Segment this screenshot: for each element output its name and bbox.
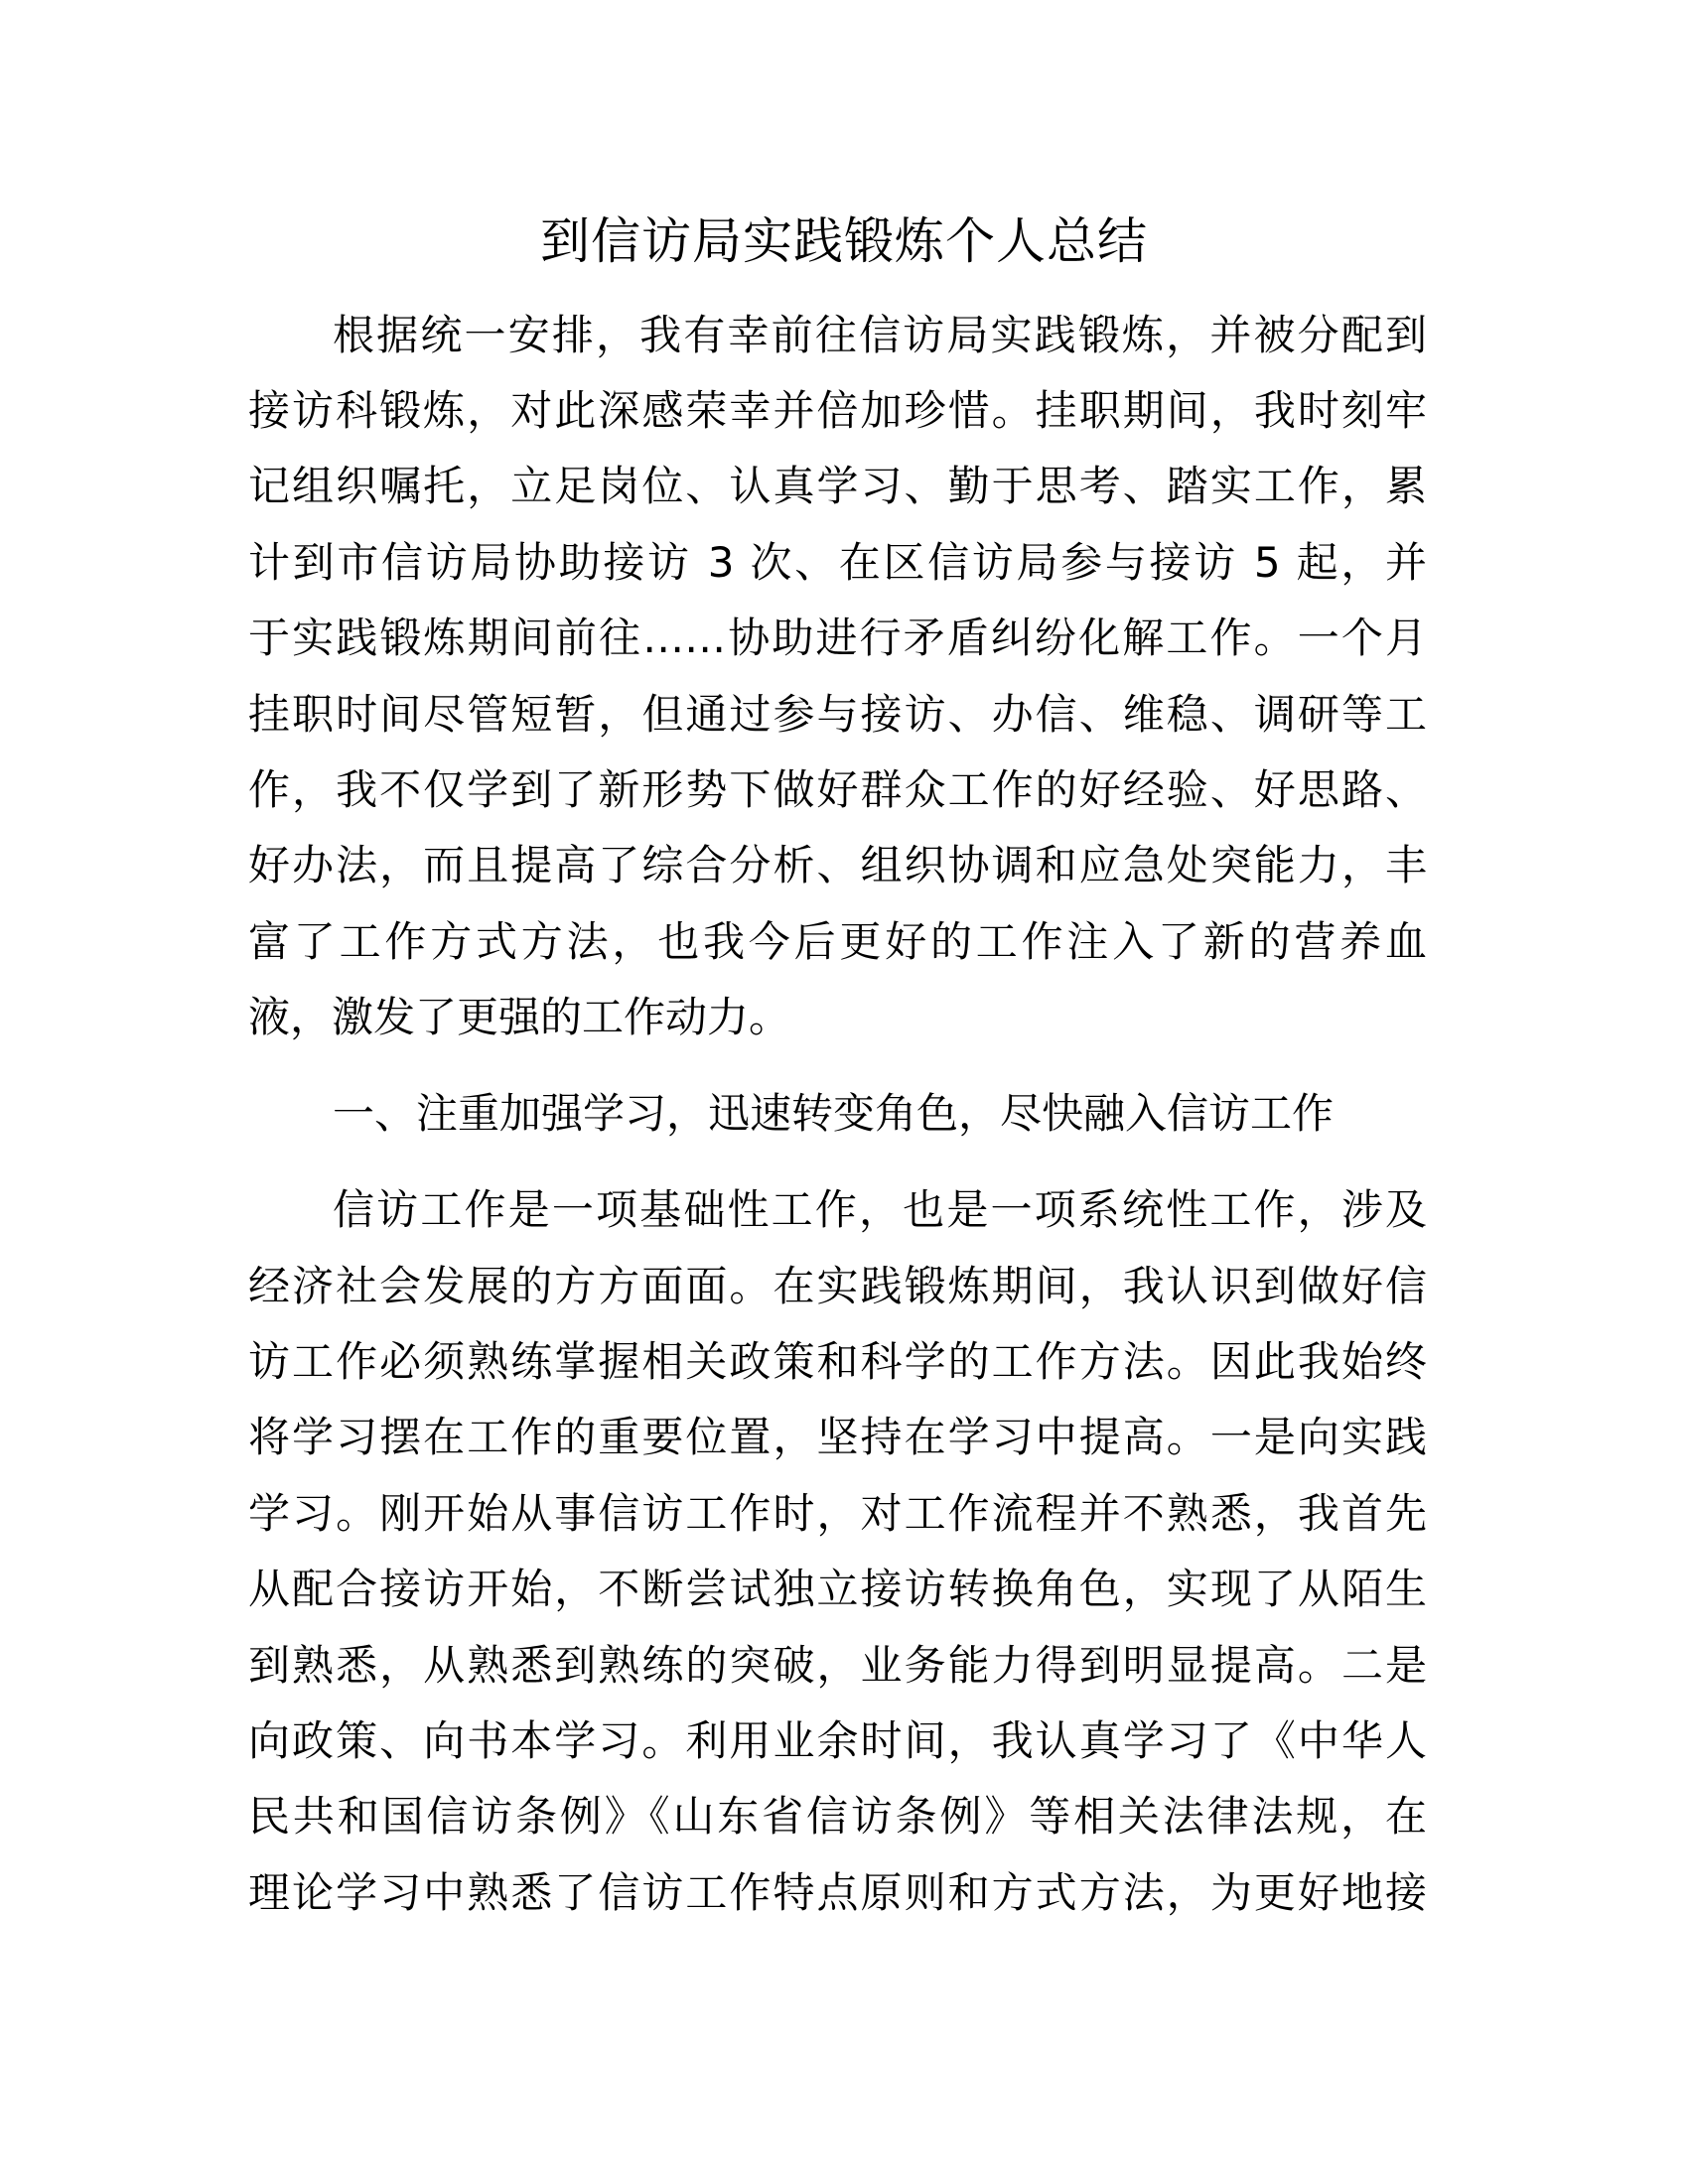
text-line: 计到市信访局协助接访 3 次、在区信访局参与接访 5 起，并 xyxy=(248,538,1427,587)
text-line: 根据统一安排，我有幸前往信访局实践锻炼，并被分配到 xyxy=(333,311,1427,359)
text-line: 液，激发了更强的工作动力。 xyxy=(248,993,791,1041)
text-line: 从配合接访开始，不断尝试独立接访转换角色，实现了从陌生 xyxy=(248,1565,1427,1613)
text-line: 理论学习中熟悉了信访工作特点原则和方式方法，为更好地接 xyxy=(248,1868,1427,1917)
text-line: 于实践锻炼期间前往……协助进行矛盾纠纷化解工作。一个月 xyxy=(248,614,1427,662)
section-heading: 一、注重加强学习，迅速转变角色，尽快融入信访工作 xyxy=(333,1089,1335,1138)
text-line: 向政策、向书本学习。利用业余时间，我认真学习了《中华人 xyxy=(248,1716,1427,1765)
text-line: 访工作必须熟练掌握相关政策和科学的工作方法。因此我始终 xyxy=(248,1337,1427,1386)
document-title: 到信访局实践锻炼个人总结 xyxy=(540,212,1148,270)
text-line: 到熟悉，从熟悉到熟练的突破，业务能力得到明显提高。二是 xyxy=(248,1641,1427,1690)
text-line: 记组织嘱托，立足岗位、认真学习、勤于思考、踏实工作，累 xyxy=(248,462,1427,510)
text-line: 民共和国信访条例》《山东省信访条例》等相关法律法规，在 xyxy=(248,1792,1427,1841)
text-line: 作，我不仅学到了新形势下做好群众工作的好经验、好思路、 xyxy=(248,765,1427,814)
text-line: 好办法，而且提高了综合分析、组织协调和应急处突能力，丰 xyxy=(248,841,1427,889)
text-line: 信访工作是一项基础性工作，也是一项系统性工作，涉及 xyxy=(333,1185,1427,1234)
text-line: 富了工作方式方法，也我今后更好的工作注入了新的营养血 xyxy=(248,917,1427,966)
text-line: 将学习摆在工作的重要位置，坚持在学习中提高。一是向实践 xyxy=(248,1413,1427,1461)
text-line: 学习。刚开始从事信访工作时，对工作流程并不熟悉，我首先 xyxy=(248,1489,1427,1538)
text-line: 接访科锻炼，对此深感荣幸并倍加珍惜。挂职期间，我时刻牢 xyxy=(248,386,1427,435)
text-line: 挂职时间尽管短暂，但通过参与接访、办信、维稳、调研等工 xyxy=(248,690,1427,739)
text-line: 经济社会发展的方方面面。在实践锻炼期间，我认识到做好信 xyxy=(248,1262,1427,1310)
